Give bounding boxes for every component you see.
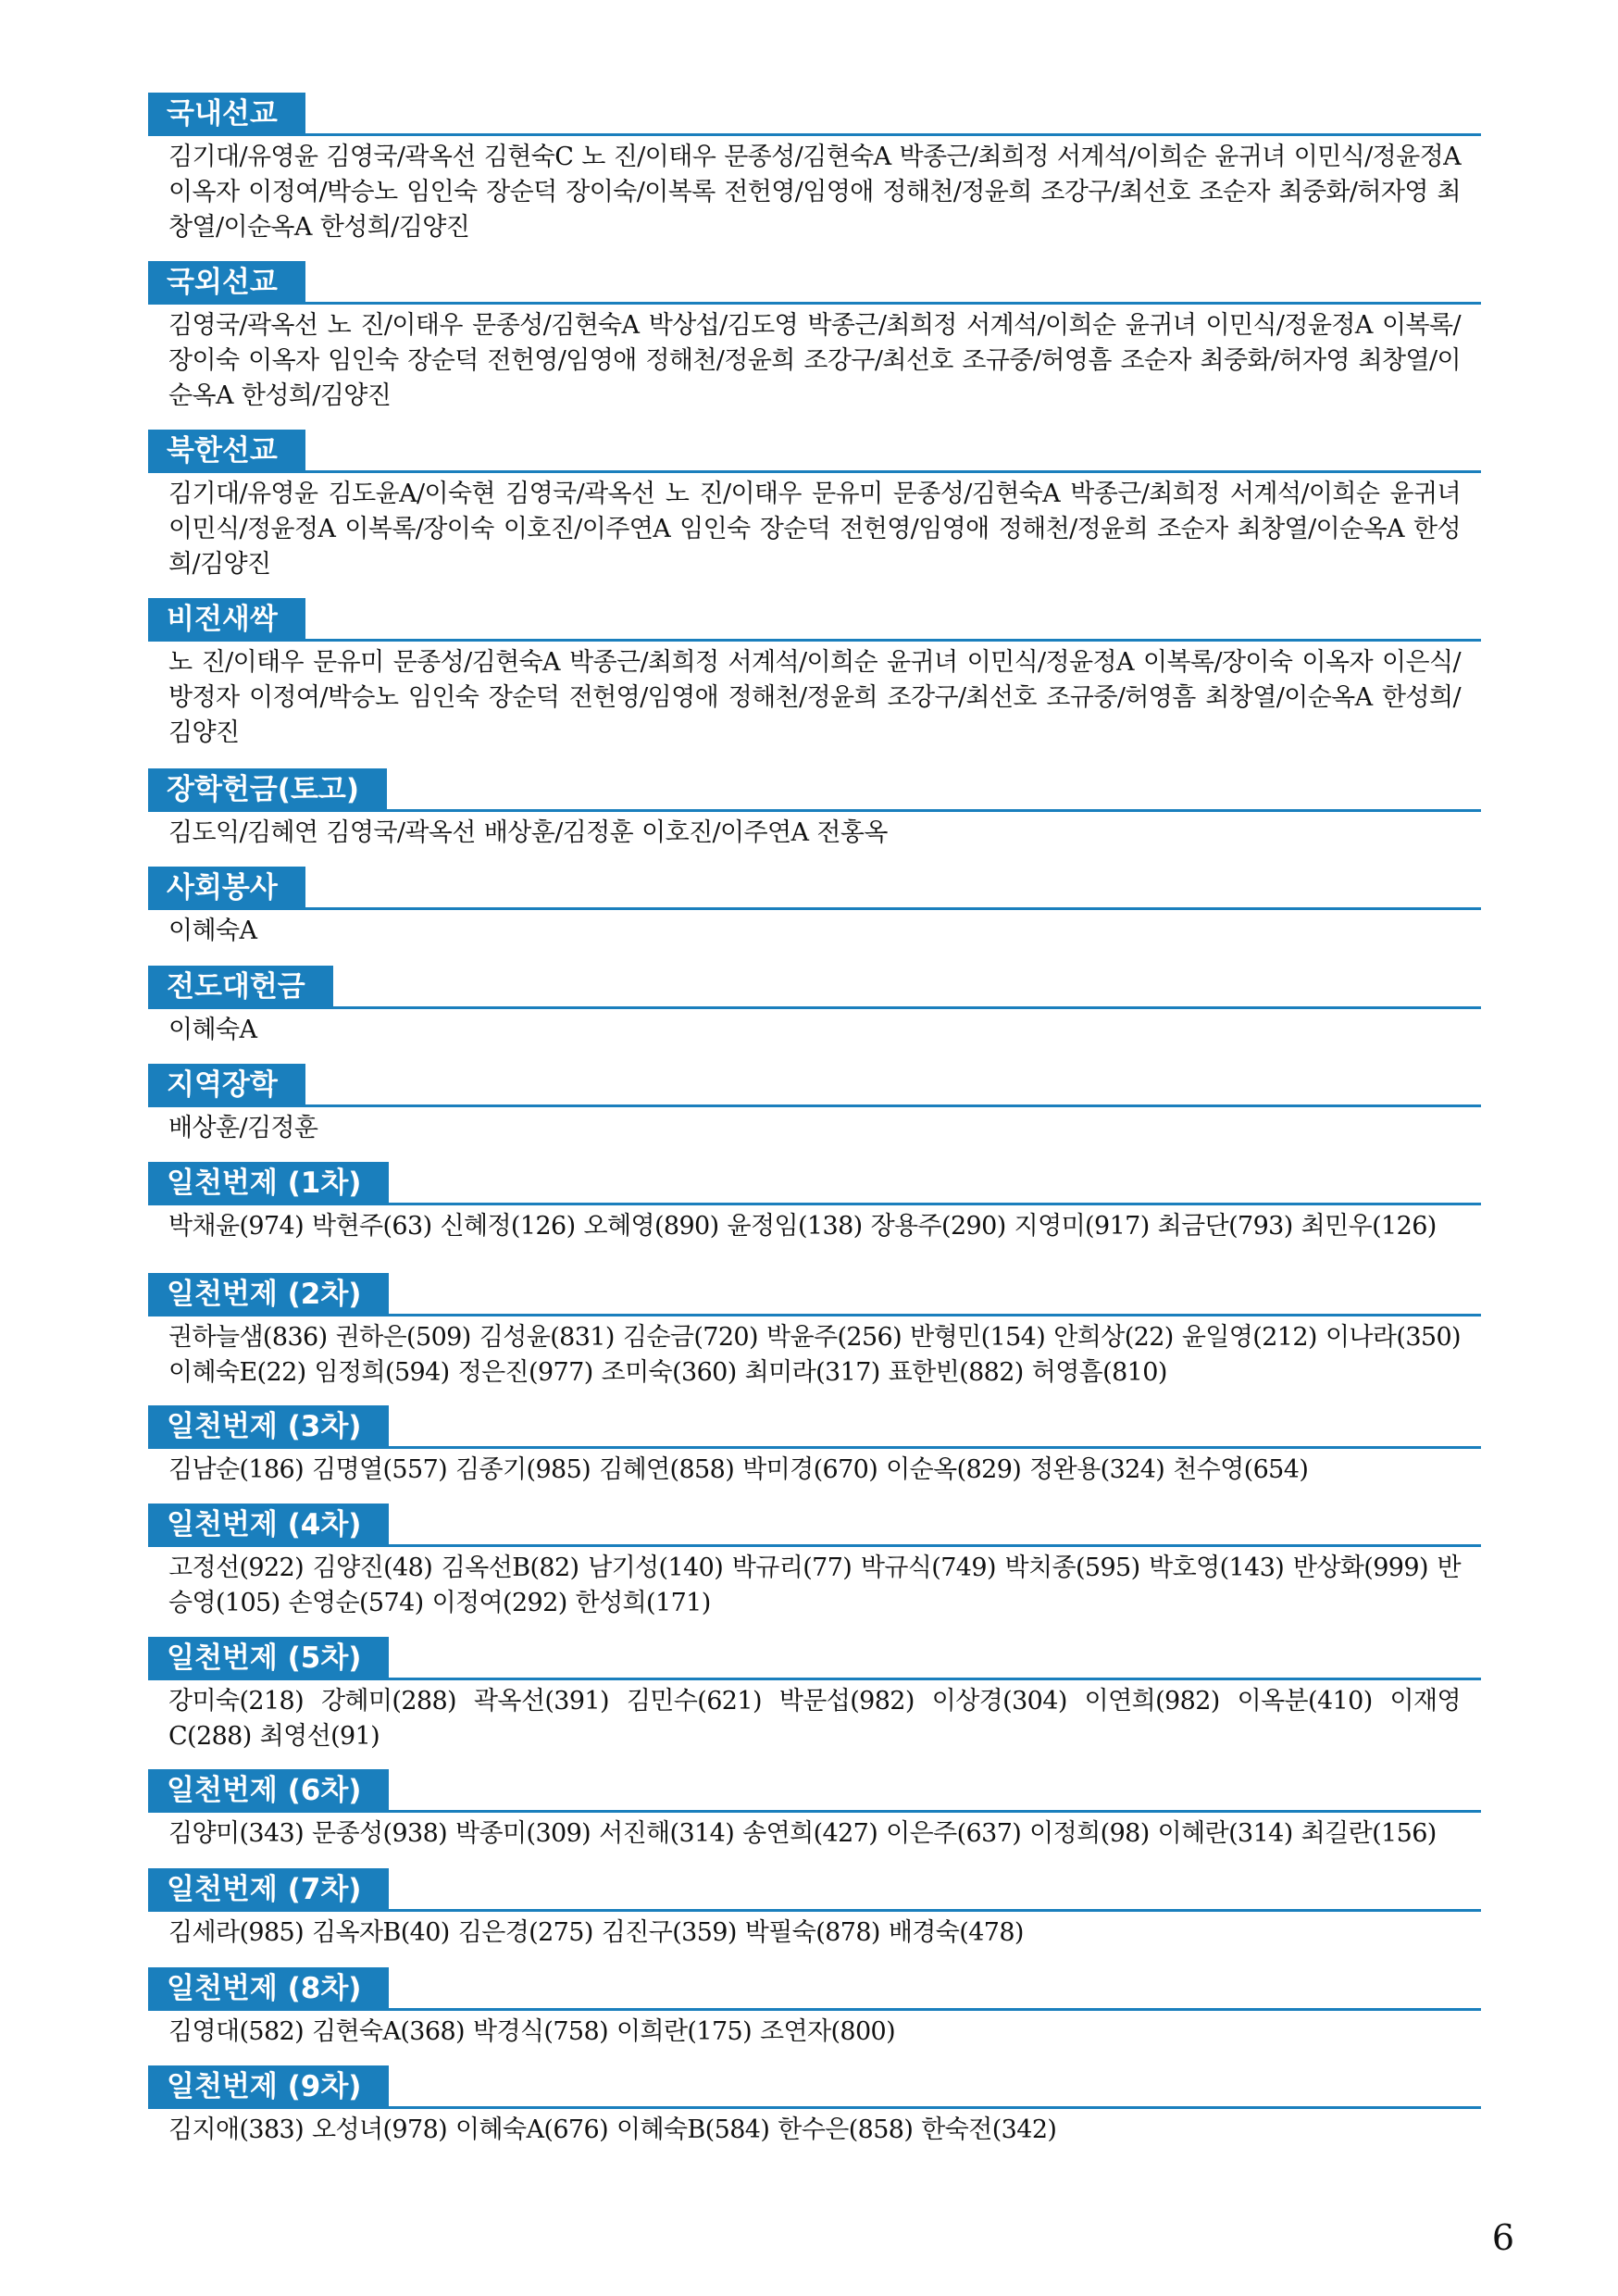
section-title: 국내선교 [148,93,305,136]
section-header [148,598,1481,642]
section-title: 일천번제 (9차) [148,2065,389,2109]
section-title: 장학헌금(토고) [148,768,387,812]
section-rule [148,1544,1481,1547]
section-title: 북한선교 [148,430,305,473]
section-thousand-offerings-8 [148,1967,1481,2050]
section-title: 사회봉사 [148,867,305,910]
section-header [148,1064,1481,1107]
section-title: 전도대헌금 [148,966,333,1009]
section-rule [148,1810,1481,1813]
section-rule [148,1314,1481,1316]
section-names: 김세라(985) 김옥자B(40) 김은경(275) 김진구(359) 박필숙(878) 배경숙(478) [168,1918,1024,1947]
section-rule [148,809,1481,812]
section-names: 고정선(922) 김양진(48) 김옥선B(82) 남기성(140) 박규리(77) 박규식(749) 박치종(595) 박호영(143) 반상화(999) 반승영(105) 손영순(574) 이정여(292) 한성희(171) [168,1554,1461,1617]
section-header [148,1637,1481,1680]
section-rule [148,302,1481,305]
page-number: 6 [1491,2217,1514,2258]
section-header [148,1504,1481,1547]
section-rule [148,1678,1481,1680]
section-title: 일천번제 (2차) [148,1273,389,1316]
section-names: 김영대(582) 김현숙A(368) 박경식(758) 이희란(175) 조연자(800) [168,2017,896,2046]
section-header [148,93,1481,136]
section-header [148,1405,1481,1449]
section-header [148,261,1481,305]
section-names: 김지애(383) 오성녀(978) 이혜숙A(676) 이혜숙B(584) 한수은(858) 한숙전(342) [168,2115,1057,2144]
section-domestic-mission [148,93,1481,245]
section-thousand-offerings-2 [148,1273,1481,1391]
section-header [148,1769,1481,1813]
section-title: 일천번제 (5차) [148,1637,389,1680]
section-header [148,768,1481,812]
section-title: 일천번제 (8차) [148,1967,389,2011]
section-thousand-offerings-1 [148,1162,1481,1244]
section-header [148,1868,1481,1912]
section-title: 일천번제 (7차) [148,1868,389,1912]
section-title: 국외선교 [148,261,305,305]
section-vision-sprout [148,598,1481,751]
section-title: 일천번제 (1차) [148,1162,389,1205]
section-title: 일천번제 (6차) [148,1769,389,1813]
section-names: 이혜숙A [168,917,257,945]
section-rule [148,1104,1481,1107]
section-thousand-offerings-3 [148,1405,1481,1488]
section-evangelism-offering [148,966,1481,1048]
section-rule [148,1006,1481,1009]
section-names: 노 진/이태우 문유미 문종성/김현숙A 박종근/최희정 서계석/이희순 윤귀녀 이민식/정윤정A 이복록/장이숙 이옥자 이은식/방정자 이정여/박승노 임인숙 장순덕 전헌영/임영애 정해천/정윤희 조강구/최선호 조규중/허영흠 최창열/이순옥A 한성희/김양진 [168,648,1461,747]
section-social-service [148,867,1481,949]
section-header [148,2065,1481,2109]
section-header [148,430,1481,473]
section-regional-scholarship [148,1064,1481,1146]
section-header [148,1162,1481,1205]
section-header [148,966,1481,1009]
section-names: 박채윤(974) 박현주(63) 신혜정(126) 오혜영(890) 윤정임(138) 장용주(290) 지영미(917) 최금단(793) 최민우(126) [168,1212,1437,1241]
section-rule [148,1203,1481,1205]
section-thousand-offerings-5 [148,1637,1481,1754]
section-rule [148,639,1481,642]
section-thousand-offerings-6 [148,1769,1481,1852]
section-title: 지역장학 [148,1064,305,1107]
section-names: 배상훈/김정훈 [168,1114,318,1142]
section-thousand-offerings-4 [148,1504,1481,1621]
section-rule [148,2008,1481,2011]
section-title: 일천번제 (4차) [148,1504,389,1547]
section-rule [148,470,1481,473]
section-names: 김남순(186) 김명열(557) 김종기(985) 김혜연(858) 박미경(670) 이순옥(829) 정완용(324) 천수영(654) [168,1455,1309,1484]
section-title: 비전새싹 [148,598,305,642]
section-names: 김영국/곽옥선 노 진/이태우 문종성/김현숙A 박상섭/김도영 박종근/최희정 서계석/이희순 윤귀녀 이민식/정윤정A 이복록/장이숙 이옥자 임인숙 장순덕 전헌영/임영애 정해천/정윤희 조강구/최선호 조규중/허영흠 조순자 최중화/허자영 최창열/이순옥A 한성희/김양진 [168,311,1461,410]
section-rule [148,907,1481,910]
section-names: 김기대/유영윤 김영국/곽옥선 김현숙C 노 진/이태우 문종성/김현숙A 박종근/최희정 서계석/이희순 윤귀녀 이민식/정윤정A 이옥자 이정여/박승노 임인숙 장순덕 장이숙/이복록 전헌영/임영애 정해천/정윤희 조강구/최선호 조순자 최중화/허자영 최창열/이순옥A 한성희/김양진 [168,143,1461,242]
section-thousand-offerings-9 [148,2065,1481,2148]
section-rule [148,133,1481,136]
section-names: 강미숙(218) 강혜미(288) 곽옥선(391) 김민수(621) 박문섭(982) 이상경(304) 이연희(982) 이옥분(410) 이재영C(288) 최영선(91) [168,1687,1461,1751]
section-thousand-offerings-7 [148,1868,1481,1951]
section-header [148,1967,1481,2011]
section-names: 이혜숙A [168,1016,257,1044]
section-names: 김도익/김혜연 김영국/곽옥선 배상훈/김정훈 이호진/이주연A 전홍옥 [168,818,888,847]
section-rule [148,1446,1481,1449]
section-title: 일천번제 (3차) [148,1405,389,1449]
section-names: 김양미(343) 문종성(938) 박종미(309) 서진해(314) 송연희(427) 이은주(637) 이정희(98) 이혜란(314) 최길란(156) [168,1819,1437,1848]
section-overseas-mission [148,261,1481,414]
section-names: 김기대/유영윤 김도윤A/이숙현 김영국/곽옥선 노 진/이태우 문유미 문종성/김현숙A 박종근/최희정 서계석/이희순 윤귀녀 이민식/정윤정A 이복록/장이숙 이호진/이주연A 임인숙 장순덕 전헌영/임영애 정해천/정윤희 조순자 최창열/이순옥A 한성희/김양진 [168,480,1461,579]
section-header [148,867,1481,910]
section-rule [148,2106,1481,2109]
section-names: 권하늘샘(836) 권하은(509) 김성윤(831) 김순금(720) 박윤주(256) 반형민(154) 안희상(22) 윤일영(212) 이나라(350) 이혜숙E(22) 임정희(594) 정은진(977) 조미숙(360) 최미라(317) 표한빈(882) 허영흠(810) [168,1323,1461,1387]
section-rule [148,1909,1481,1912]
section-header [148,1273,1481,1316]
section-scholarship-togo [148,768,1481,851]
section-north-korea-mission [148,430,1481,582]
